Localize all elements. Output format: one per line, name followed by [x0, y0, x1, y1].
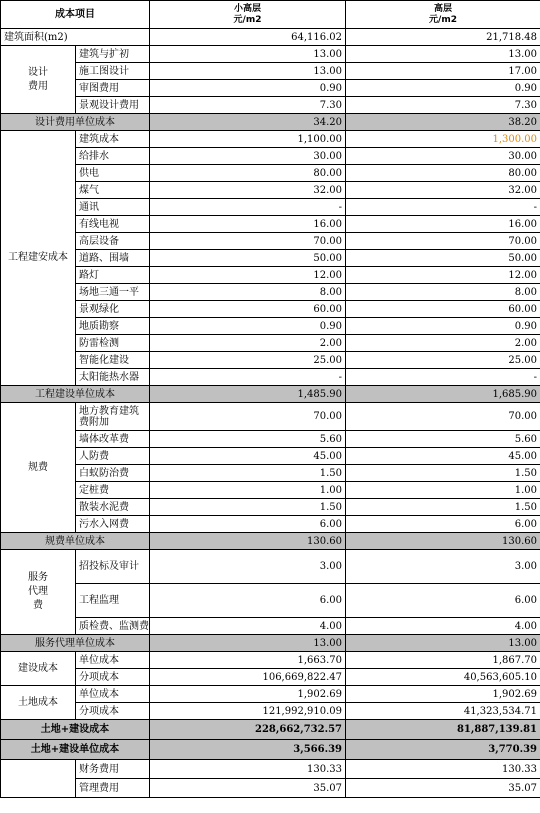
header-col2-unit: 元/m2	[429, 14, 457, 25]
construction-item-v1: 30.00	[150, 148, 346, 165]
build-cost-category: 建设成本	[1, 652, 76, 686]
build-cost-item-name: 分项成本	[76, 669, 150, 686]
construction-item-v2: 0.90	[346, 318, 540, 335]
construction-item-v2: 32.00	[346, 182, 540, 199]
design-row	[1, 46, 540, 63]
fees-item-v1: 6.00	[150, 516, 346, 533]
agency-item-v1: 4.00	[150, 618, 346, 635]
design-item-name: 施工图设计	[76, 63, 150, 80]
construction-item-v2: 12.00	[346, 267, 540, 284]
fees-item-v1: 5.60	[150, 431, 346, 448]
construction-subtotal-v1: 1,485.90	[150, 386, 346, 403]
construction-subtotal-v2: 1,685.90	[346, 386, 540, 403]
design-item-v2: 13.00	[346, 46, 540, 63]
total-row	[1, 720, 540, 740]
land-cost-category: 土地成本	[1, 686, 76, 720]
design-subtotal-v1: 34.20	[150, 114, 346, 131]
design-category: 设计 费用	[1, 46, 76, 114]
build-cost-item-v1: 1,663.70	[150, 652, 346, 669]
fees-item-v1: 70.00	[150, 403, 346, 431]
agency-subtotal-v1: 13.00	[150, 635, 346, 652]
construction-item-v1: 8.00	[150, 284, 346, 301]
agency-row	[1, 584, 540, 618]
design-row	[1, 63, 540, 80]
agency-row	[1, 550, 540, 584]
agency-item-name: 质检费、监测费	[76, 618, 150, 635]
design-item-v1: 13.00	[150, 46, 346, 63]
header-col2-name: 高层	[433, 3, 452, 14]
construction-item-v1: 50.00	[150, 250, 346, 267]
design-item-v2: 7.30	[346, 97, 540, 114]
build-cost-row	[1, 669, 540, 686]
fees-category: 规费	[1, 403, 76, 533]
design-subtotal-row	[1, 114, 540, 131]
construction-item-name: 地质勘察	[76, 318, 150, 335]
design-subtotal-v2: 38.20	[346, 114, 540, 131]
construction-item-v2: 60.00	[346, 301, 540, 318]
construction-row	[1, 233, 540, 250]
fees-item-name: 人防费	[76, 448, 150, 465]
construction-item-v1: 32.00	[150, 182, 346, 199]
agency-row	[1, 618, 540, 635]
period-row	[1, 760, 540, 779]
construction-item-v1: 25.00	[150, 352, 346, 369]
area-v2: 21,718.48	[346, 29, 540, 46]
fees-item-name: 墙体改革费	[76, 431, 150, 448]
construction-row	[1, 267, 540, 284]
fees-item-v2: 45.00	[346, 448, 540, 465]
agency-item-name: 招投标及审计	[76, 550, 150, 584]
fees-item-v2: 1.00	[346, 482, 540, 499]
fees-subtotal-label: 规费单位成本	[1, 533, 150, 550]
fees-row	[1, 516, 540, 533]
fees-item-v2: 1.50	[346, 499, 540, 516]
agency-item-v2: 4.00	[346, 618, 540, 635]
construction-row	[1, 301, 540, 318]
fees-subtotal-v1: 130.60	[150, 533, 346, 550]
fees-item-name: 散装水泥费	[76, 499, 150, 516]
total-row	[1, 740, 540, 760]
construction-item-v1: 70.00	[150, 233, 346, 250]
fees-item-name: 白蚁防治费	[76, 465, 150, 482]
fees-item-v2: 1.50	[346, 465, 540, 482]
land-cost-item-v1: 1,902.69	[150, 686, 346, 703]
period-item-v1: 130.33	[150, 760, 346, 779]
agency-subtotal-v2: 13.00	[346, 635, 540, 652]
period-item-v1: 35.07	[150, 779, 346, 798]
construction-row	[1, 216, 540, 233]
total-v2: 3,770.39	[346, 740, 540, 760]
construction-item-v2-highlight: 1,300.00	[346, 131, 540, 148]
construction-item-name: 路灯	[76, 267, 150, 284]
construction-item-v2: -	[346, 199, 540, 216]
fees-item-v2: 6.00	[346, 516, 540, 533]
fees-row	[1, 448, 540, 465]
period-item-name: 财务费用	[76, 760, 150, 779]
construction-row	[1, 335, 540, 352]
design-item-v1: 7.30	[150, 97, 346, 114]
construction-row	[1, 284, 540, 301]
fees-row	[1, 499, 540, 516]
design-row	[1, 97, 540, 114]
total-v1: 3,566.39	[150, 740, 346, 760]
land-cost-item-name: 分项成本	[76, 703, 150, 720]
construction-item-name: 煤气	[76, 182, 150, 199]
land-cost-item-v1: 121,992,910.09	[150, 703, 346, 720]
area-label: 建筑面积(m2)	[1, 29, 150, 46]
period-item-v2: 35.07	[346, 779, 540, 798]
construction-item-v2: 25.00	[346, 352, 540, 369]
fees-row	[1, 403, 540, 431]
agency-item-v1: 3.00	[150, 550, 346, 584]
agency-item-v2: 3.00	[346, 550, 540, 584]
design-item-name: 审图费用	[76, 80, 150, 97]
total-v2: 81,887,139.81	[346, 720, 540, 740]
construction-item-name: 建筑成本	[76, 131, 150, 148]
agency-item-name: 工程监理	[76, 584, 150, 618]
construction-item-v1: 80.00	[150, 165, 346, 182]
construction-item-v1: 1,100.00	[150, 131, 346, 148]
construction-item-name: 防雷检测	[76, 335, 150, 352]
fees-item-name: 地方教育建筑费附加	[76, 403, 150, 431]
header-col1-name: 小高层	[233, 3, 261, 14]
design-item-v1: 0.90	[150, 80, 346, 97]
construction-item-name: 景观绿化	[76, 301, 150, 318]
area-v1: 64,116.02	[150, 29, 346, 46]
fees-subtotal-v2: 130.60	[346, 533, 540, 550]
construction-item-name: 通讯	[76, 199, 150, 216]
total-label: 土地+建设单位成本	[1, 740, 150, 760]
construction-item-name: 场地三通一平	[76, 284, 150, 301]
build-cost-item-name: 单位成本	[76, 652, 150, 669]
construction-subtotal-row	[1, 386, 540, 403]
design-item-v2: 0.90	[346, 80, 540, 97]
fees-row	[1, 482, 540, 499]
construction-item-v1: 0.90	[150, 318, 346, 335]
header-col-highrise	[346, 1, 540, 29]
construction-item-v1: 60.00	[150, 301, 346, 318]
construction-item-name: 高层设备	[76, 233, 150, 250]
construction-item-v1: 2.00	[150, 335, 346, 352]
construction-row	[1, 352, 540, 369]
design-item-name: 景观设计费用	[76, 97, 150, 114]
construction-item-v2: 70.00	[346, 233, 540, 250]
design-item-v1: 13.00	[150, 63, 346, 80]
construction-item-name: 太阳能热水器	[76, 369, 150, 386]
total-v1: 228,662,732.57	[150, 720, 346, 740]
construction-item-v2: 30.00	[346, 148, 540, 165]
fees-item-name: 定桩费	[76, 482, 150, 499]
construction-item-name: 供电	[76, 165, 150, 182]
construction-category: 工程建安成本	[1, 131, 76, 386]
area-row	[1, 29, 540, 46]
construction-item-name: 智能化建设	[76, 352, 150, 369]
build-cost-item-v1: 106,669,822.47	[150, 669, 346, 686]
construction-item-name: 道路、围墙	[76, 250, 150, 267]
construction-item-v1: 12.00	[150, 267, 346, 284]
fees-item-v2: 5.60	[346, 431, 540, 448]
design-item-name: 建筑与扩初	[76, 46, 150, 63]
design-subtotal-label: 设计费用单位成本	[1, 114, 150, 131]
header-col-small-highrise	[150, 1, 346, 29]
total-label: 土地+建设成本	[1, 720, 150, 740]
land-cost-item-v2: 1,902.69	[346, 686, 540, 703]
construction-row	[1, 148, 540, 165]
construction-item-v2: 80.00	[346, 165, 540, 182]
agency-subtotal-label: 服务代理单位成本	[1, 635, 150, 652]
construction-item-v1: 16.00	[150, 216, 346, 233]
construction-row	[1, 250, 540, 267]
construction-row	[1, 182, 540, 199]
header-col1-unit: 元/m2	[233, 14, 262, 25]
construction-item-v2: 50.00	[346, 250, 540, 267]
construction-row	[1, 199, 540, 216]
header-row	[1, 1, 540, 29]
agency-item-v1: 6.00	[150, 584, 346, 618]
fees-subtotal-row	[1, 533, 540, 550]
fees-item-v1: 1.00	[150, 482, 346, 499]
period-row	[1, 779, 540, 798]
fees-row	[1, 431, 540, 448]
period-item-v2: 130.33	[346, 760, 540, 779]
build-cost-item-v2: 1,867.70	[346, 652, 540, 669]
construction-item-v1: -	[150, 199, 346, 216]
construction-item-v1: -	[150, 369, 346, 386]
fees-item-v2: 70.00	[346, 403, 540, 431]
construction-item-name: 给排水	[76, 148, 150, 165]
land-cost-row	[1, 686, 540, 703]
fees-item-v1: 45.00	[150, 448, 346, 465]
construction-item-v2: -	[346, 369, 540, 386]
construction-row	[1, 318, 540, 335]
construction-item-name: 有线电视	[76, 216, 150, 233]
construction-row	[1, 369, 540, 386]
construction-row	[1, 165, 540, 182]
header-item-label: 成本项目	[1, 1, 150, 29]
construction-item-v2: 8.00	[346, 284, 540, 301]
fees-item-v1: 1.50	[150, 499, 346, 516]
design-item-v2: 17.00	[346, 63, 540, 80]
fees-row	[1, 465, 540, 482]
build-cost-row	[1, 652, 540, 669]
construction-item-v2: 16.00	[346, 216, 540, 233]
land-cost-item-name: 单位成本	[76, 686, 150, 703]
fees-item-name: 污水入网费	[76, 516, 150, 533]
construction-subtotal-label: 工程建设单位成本	[1, 386, 150, 403]
land-cost-item-v2: 41,323,534.71	[346, 703, 540, 720]
design-row	[1, 80, 540, 97]
agency-item-v2: 6.00	[346, 584, 540, 618]
land-cost-row	[1, 703, 540, 720]
agency-category: 服务 代理 费	[1, 550, 76, 635]
agency-subtotal-row	[1, 635, 540, 652]
fees-item-v1: 1.50	[150, 465, 346, 482]
build-cost-item-v2: 40,563,605.10	[346, 669, 540, 686]
period-category	[1, 760, 76, 798]
period-item-name: 管理费用	[76, 779, 150, 798]
construction-row	[1, 131, 540, 148]
construction-item-v2: 2.00	[346, 335, 540, 352]
